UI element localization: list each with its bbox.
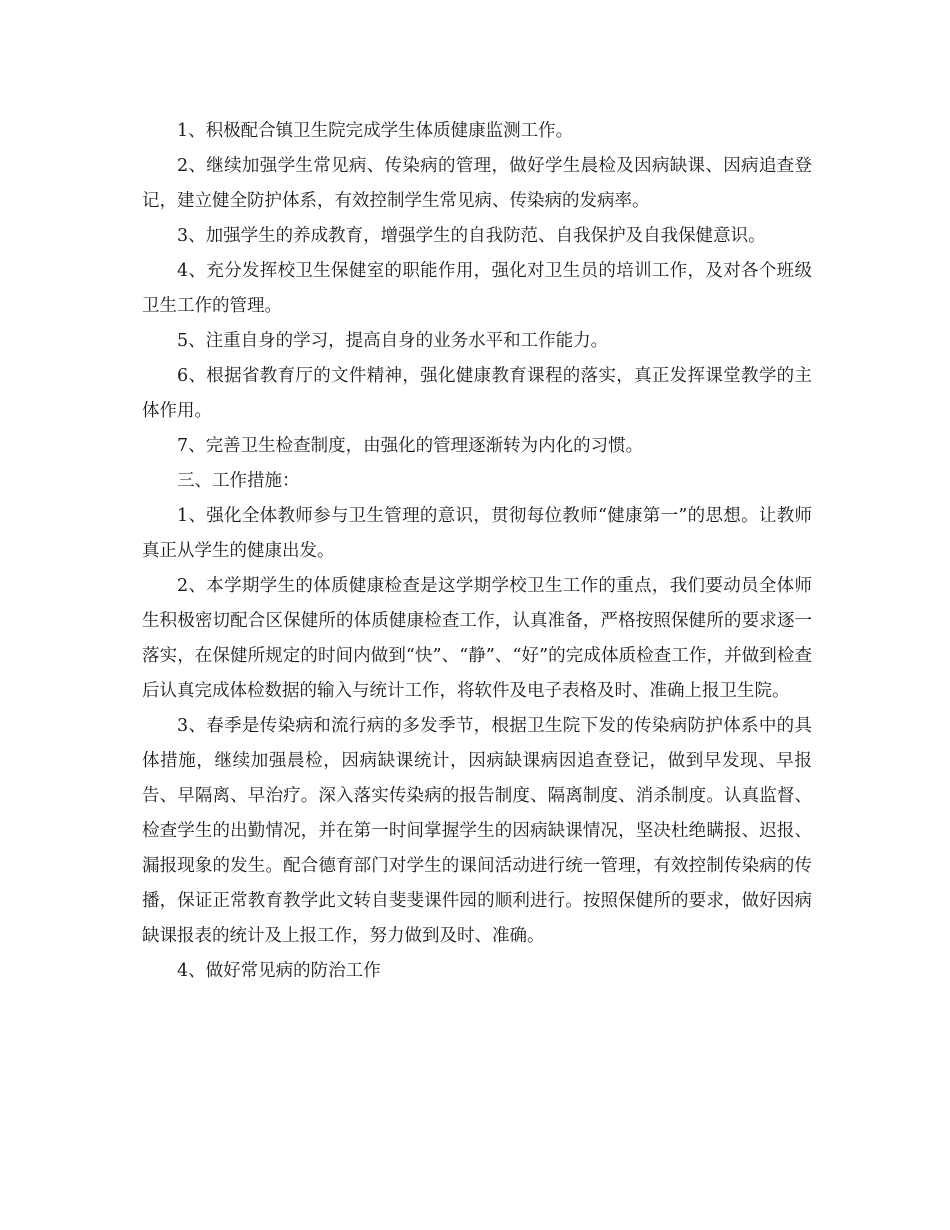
paragraph-7: 7、完善卫生检查制度，由强化的管理逐渐转为内化的习惯。 <box>177 436 644 456</box>
paragraph-2: 2、继续加强学生常见病、传染病的管理，做好学生晨检及因病缺课、因病追查登记，建立健全防护体系，有效控制学生常见病、传染病的发病率。 <box>142 156 812 211</box>
measure-paragraph-3: 3、春季是传染病和流行病的多发季节，根据卫生院下发的传染病防护体系中的具体措施，继续加强晨检，因病缺课统计，因病缺课病因追查登记，做到早发现、早报告、早隔离、早治疗。深入落实传染病的报告制度、隔离制度、消杀制度。认真监督、检查学生的出勤情况，并在第一时间掌握学生的因病缺课情况，坚决杜绝瞒报、迟报、漏报现象的发生。配合德育部门对学生的课间活动进行统一管理，有效控制传染病的传播，保证正常教育教学此文转自斐斐课件园的顺利进行。按照保健所的要求，做好因病缺课报表的统计及上报工作，努力做到及时、准确。 <box>142 716 812 946</box>
paragraph-6: 6、根据省教育厅的文件精神，强化健康教育课程的落实，真正发挥课堂教学的主体作用。 <box>142 366 812 421</box>
paragraph-1: 1、积极配合镇卫生院完成学生体质健康监测工作。 <box>177 121 574 141</box>
paragraph-3: 3、加强学生的养成教育，增强学生的自我防范、自我保护及自我保健意识。 <box>177 226 766 246</box>
measure-paragraph-1: 1、强化全体教师参与卫生管理的意识，贯彻每位教师“健康第一”的思想。让教师真正从学生的健康出发。 <box>142 506 812 561</box>
section-heading-measures: 三、工作措施： <box>177 471 300 491</box>
paragraph-5: 5、注重自身的学习，提高自身的业务水平和工作能力。 <box>177 331 609 351</box>
measure-paragraph-2: 2、本学期学生的体质健康检查是这学期学校卫生工作的重点，我们要动员全体师生积极密切配合区保健所的体质健康检查工作，认真准备，严格按照保健所的要求逐一落实，在保健所规定的时间内做到“快”、“静”、“好”的完成体质检查工作，并做到检查后认真完成体检数据的输入与统计工作，将软件及电子表格及时、准确上报卫生院。 <box>142 576 812 701</box>
document-body <box>142 114 812 989</box>
paragraph-4: 4、充分发挥校卫生保健室的职能作用，强化对卫生员的培训工作，及对各个班级卫生工作的管理。 <box>142 261 812 316</box>
measure-paragraph-4: 4、做好常见病的防治工作 <box>177 961 381 981</box>
